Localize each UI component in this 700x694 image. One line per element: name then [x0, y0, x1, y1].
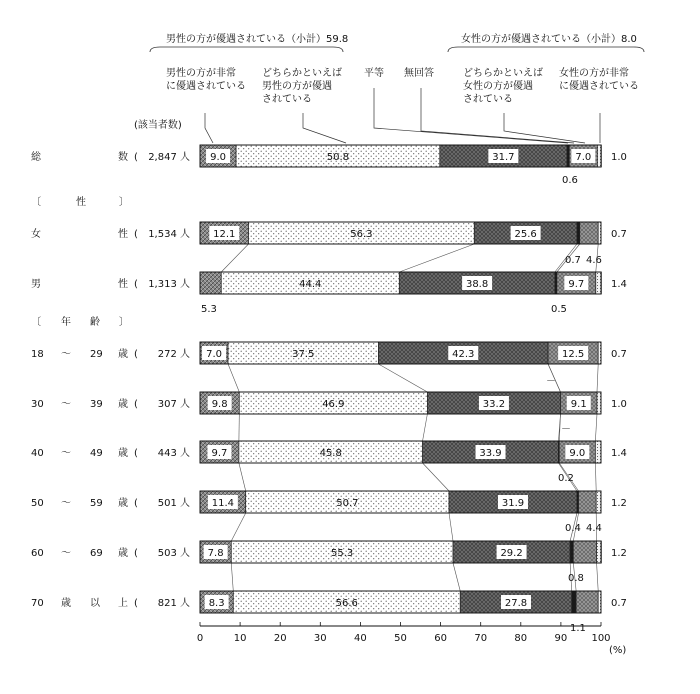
legend-no_answer-line-0: 無回答	[404, 66, 434, 79]
row-count-female: 1,534 人	[148, 227, 190, 240]
row-label-age60-3: 歳	[118, 546, 128, 559]
legend-female_somewhat-line-2: されている	[463, 93, 513, 105]
value-age30-equal: 33.2	[483, 399, 505, 410]
bar-female-no_answer	[577, 222, 580, 244]
group-age-label-0: 〔	[31, 316, 41, 328]
row-label-age40-1: ～	[61, 448, 71, 459]
x-axis	[197, 622, 627, 656]
row-label-age70-1: 歳	[61, 596, 71, 609]
group-sex-label-1: 性	[76, 195, 86, 208]
value-age40-male_somewhat: 45.8	[320, 448, 342, 459]
row-label-total-1: 数	[118, 150, 128, 163]
legend-female_strong-line-0: 女性の方が非常	[559, 66, 629, 79]
value-age60-male_somewhat: 55.3	[331, 548, 353, 559]
x-tick-label-10: 10	[234, 633, 247, 644]
row-count-age60: 503 人	[158, 546, 190, 559]
row-count-paren-age50: (	[134, 498, 138, 509]
group-age-label-3: 〕	[119, 316, 129, 328]
row-count-paren-age60: (	[134, 548, 138, 559]
value-age70-equal: 27.8	[505, 598, 527, 609]
row-count-total: 2,847 人	[148, 150, 190, 163]
bar-age70-female_somewhat	[576, 591, 598, 613]
row-label-age40-2: 49	[90, 448, 103, 459]
bar-row-age50	[31, 491, 627, 513]
value-age50-no_answer: 0.4	[565, 523, 581, 534]
row-label-total-0: 総	[31, 150, 42, 163]
bar-female-female_somewhat	[580, 222, 598, 244]
male-subtotal-bracket	[150, 47, 343, 52]
bar-row-age70	[31, 591, 627, 613]
value-age60-no_answer: 0.8	[568, 573, 584, 584]
value-age50-male_strong: 11.4	[212, 498, 234, 509]
x-tick-label-60: 60	[434, 633, 447, 644]
row-label-male-1: 性	[118, 277, 128, 290]
value-total-female_strong: 1.0	[611, 152, 627, 163]
row-label-age70-3: 上	[118, 596, 128, 609]
value-age60-equal: 29.2	[500, 548, 522, 559]
count-header: (該当者数)	[134, 118, 182, 131]
row-label-age50-2: 59	[90, 498, 103, 509]
row-count-paren-age30: (	[134, 399, 138, 410]
value-age70-male_somewhat: 56.6	[336, 598, 358, 609]
value-age60-male_strong: 7.8	[208, 548, 224, 559]
value-total-female_somewhat: 7.0	[575, 152, 591, 163]
row-label-age40-3: 歳	[118, 446, 128, 459]
x-axis-unit: (%)	[609, 645, 626, 656]
row-label-age30-2: 39	[90, 399, 103, 410]
bar-age60-female_somewhat	[573, 541, 596, 563]
value-age40-male_strong: 9.7	[211, 448, 227, 459]
value-total-male_somewhat: 50.8	[327, 152, 349, 163]
row-label-age30-0: 30	[31, 399, 44, 410]
bar-row-female	[31, 222, 627, 244]
row-label-male-0: 男	[31, 278, 41, 290]
row-label-age60-0: 60	[31, 548, 44, 559]
legend-female_strong-line-1: に優遇されている	[559, 79, 639, 92]
connector-age60-age70-2	[453, 563, 460, 591]
x-tick-label-30: 30	[314, 633, 327, 644]
value-age70-female_strong: 0.7	[611, 598, 627, 609]
x-tick-label-90: 90	[555, 633, 568, 644]
bar-row-age60	[31, 541, 627, 563]
value-male-female_somewhat: 9.7	[568, 279, 584, 290]
group-sex-label-2: 〕	[119, 196, 129, 208]
value-female-male_somewhat: 56.3	[350, 229, 372, 240]
bar-age60-no_answer	[570, 541, 573, 563]
value-age18-male_strong: 7.0	[206, 349, 222, 360]
value-male-female_strong: 1.4	[611, 279, 627, 290]
row-label-age70-2: 以	[90, 597, 101, 609]
value-female-female_somewhat: 4.6	[586, 255, 602, 266]
value-male-male_strong: 5.3	[201, 304, 217, 315]
connector-female-male-1	[221, 244, 248, 272]
row-count-age40: 443 人	[158, 446, 190, 459]
value-age40-equal: 33.9	[479, 448, 501, 459]
x-tick-label-100: 100	[591, 633, 610, 644]
bar-age40-female_strong	[595, 441, 601, 463]
value-age18-male_somewhat: 37.5	[292, 349, 314, 360]
row-count-paren-total: (	[134, 152, 138, 163]
value-age30-male_strong: 9.8	[212, 399, 228, 410]
connector-age60-age70-1	[231, 563, 233, 591]
x-tick-label-70: 70	[474, 633, 487, 644]
group-age-label-1: 年	[61, 315, 71, 328]
legend-male_strong-line-0: 男性の方が非常	[166, 66, 236, 79]
bar-row-age40	[31, 441, 627, 463]
row-label-age18-2: 29	[90, 349, 103, 360]
bar-age30-female_strong	[597, 392, 601, 414]
connector-age18-age30-1	[228, 364, 239, 392]
value-age70-no_answer: 1.1	[570, 623, 586, 634]
value-age40-female_somewhat: 9.0	[569, 448, 585, 459]
bar-row-male	[31, 272, 627, 294]
value-age18-female_somewhat: 12.5	[562, 349, 584, 360]
male-subtotal-label: 男性の方が優遇されている（小計）59.8	[166, 32, 348, 45]
row-label-age50-0: 50	[31, 498, 44, 509]
connector-age18-age30-5	[597, 364, 598, 392]
row-label-age30-3: 歳	[118, 397, 128, 410]
row-label-age40-0: 40	[31, 448, 44, 459]
value-age18-female_strong: 0.7	[611, 349, 627, 360]
row-count-paren-female: (	[134, 229, 138, 240]
row-count-age18: 272 人	[158, 347, 190, 360]
value-age30-male_somewhat: 46.9	[322, 399, 344, 410]
value-total-male_strong: 9.0	[210, 152, 226, 163]
row-label-age50-1: ～	[61, 498, 71, 509]
legend-male_somewhat-line-1: 男性の方が優遇	[262, 79, 332, 92]
value-age30-female_strong: 1.0	[611, 399, 627, 410]
row-count-age70: 821 人	[158, 596, 190, 609]
value-female-equal: 25.6	[514, 229, 536, 240]
value-age18-no_answer: －	[546, 376, 556, 387]
value-age50-female_strong: 1.2	[611, 498, 627, 509]
connector-age60-age70-5	[597, 563, 599, 591]
x-tick-label-80: 80	[514, 633, 527, 644]
group-sex-label-0: 〔	[31, 196, 41, 208]
connector-age30-age40-5	[595, 414, 597, 441]
value-age40-female_strong: 1.4	[611, 448, 627, 459]
value-age30-female_somewhat: 9.1	[571, 399, 587, 410]
bar-row-age18	[31, 342, 627, 364]
bar-age70-no_answer	[572, 591, 576, 613]
value-total-equal: 31.7	[492, 152, 514, 163]
connector-age40-age50-5	[595, 463, 596, 491]
connector-age40-age50-2	[423, 463, 449, 491]
row-count-paren-age40: (	[134, 448, 138, 459]
x-tick-label-50: 50	[394, 633, 407, 644]
row-label-age18-1: ～	[61, 349, 71, 360]
bar-total-no_answer	[567, 145, 569, 167]
row-label-female-0: 女	[31, 227, 41, 240]
value-male-male_somewhat: 44.4	[299, 279, 321, 290]
bar-age50-female_somewhat	[579, 491, 597, 513]
legend-leader-line-male_somewhat	[303, 113, 346, 143]
bar-male-male_strong	[200, 272, 221, 294]
legend-male_somewhat-line-0: どちらかといえば	[262, 67, 342, 79]
value-age50-male_somewhat: 50.7	[336, 498, 358, 509]
value-female-no_answer: 0.7	[565, 255, 581, 266]
female-subtotal-bracket	[448, 47, 644, 52]
value-female-female_strong: 0.7	[611, 229, 627, 240]
value-female-male_strong: 12.1	[213, 229, 235, 240]
row-label-age60-2: 69	[90, 548, 103, 559]
value-age40-no_answer: 0.2	[558, 473, 574, 484]
row-label-female-1: 性	[118, 227, 128, 240]
value-age70-male_strong: 8.3	[209, 598, 225, 609]
value-age30-no_answer: －	[561, 424, 571, 435]
bar-row-age30	[31, 392, 627, 414]
row-count-age50: 501 人	[158, 496, 190, 509]
value-age50-female_somewhat: 4.4	[586, 523, 602, 534]
x-tick-label-20: 20	[274, 633, 287, 644]
connector-age40-age50-1	[239, 463, 246, 491]
row-label-age70-0: 70	[31, 598, 44, 609]
connector-female-male-2	[399, 244, 474, 272]
value-male-equal: 38.8	[466, 279, 488, 290]
value-age18-equal: 42.3	[452, 349, 474, 360]
connector-age50-age60-1	[231, 513, 245, 541]
connector-age30-age40-2	[423, 414, 428, 441]
legend-female_somewhat-line-0: どちらかといえば	[463, 67, 543, 79]
row-count-paren-male: (	[134, 279, 138, 290]
legend-male_somewhat-line-2: されている	[262, 93, 312, 105]
row-label-age50-3: 歳	[118, 496, 128, 509]
bars-layer	[31, 145, 627, 634]
row-label-age18-0: 18	[31, 349, 44, 360]
legend-female_somewhat-line-1: 女性の方が優遇	[463, 79, 533, 92]
value-total-no_answer: 0.6	[562, 175, 578, 186]
legend-leader-line-male_strong	[205, 113, 213, 143]
x-tick-label-40: 40	[354, 633, 367, 644]
value-male-no_answer: 0.5	[551, 304, 567, 315]
connector-age18-age30-2	[378, 364, 427, 392]
row-label-age30-1: ～	[61, 399, 71, 410]
female-subtotal-label: 女性の方が優遇されている（小計）8.0	[461, 32, 637, 45]
row-count-age30: 307 人	[158, 397, 190, 410]
group-age-label-2: 齢	[90, 315, 100, 328]
value-age60-female_strong: 1.2	[611, 548, 627, 559]
connector-age50-age60-2	[449, 513, 453, 541]
legend-equal-line-0: 平等	[364, 66, 384, 79]
row-count-paren-age70: (	[134, 598, 138, 609]
bar-row-total	[31, 145, 627, 167]
row-label-age18-3: 歳	[118, 347, 128, 360]
bar-age50-female_strong	[596, 491, 601, 513]
row-count-paren-age18: (	[134, 349, 138, 360]
x-tick-label-0: 0	[197, 633, 203, 644]
row-label-age60-1: ～	[61, 548, 71, 559]
value-age50-equal: 31.9	[502, 498, 524, 509]
legend-male_strong-line-1: に優遇されている	[166, 79, 246, 92]
row-count-male: 1,313 人	[148, 277, 190, 290]
